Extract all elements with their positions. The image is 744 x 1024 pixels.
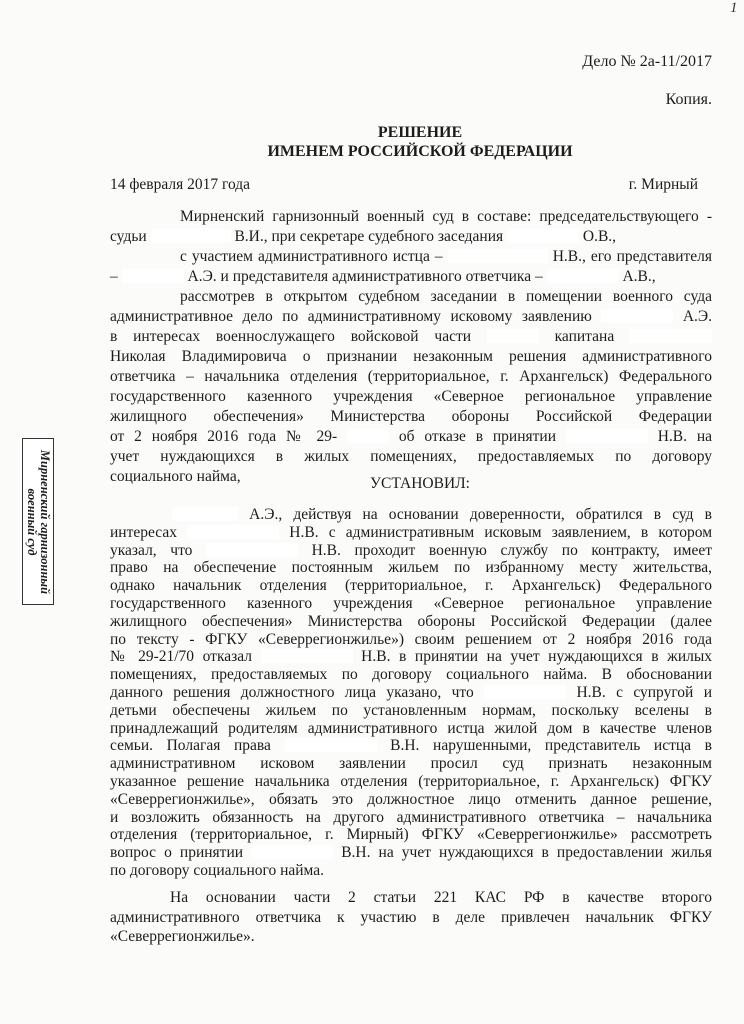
text-segment: детьми обеспечены жильем по установленным нормам, поскольку вселены в [110, 701, 712, 719]
text-line [110, 228, 712, 246]
text-segment: семьи. Полагая права [110, 737, 285, 755]
redacted-name [251, 845, 333, 859]
text-segment: ответчика – начальника отделения (территориальное, г. Архангельск) Федерального [110, 368, 712, 385]
text-segment: Н.В. с административным исковым заявлением, в котором [289, 523, 712, 541]
text-segment: Мирненский гарнизонный военный суд в составе: председательствующего - [180, 208, 712, 225]
text-segment: На основании части 2 статьи 221 КАС РФ в качестве второго [170, 889, 712, 906]
redacted-name [261, 649, 353, 663]
text-line [110, 773, 712, 791]
text-segment: право на обеспечение постоянным жильем по избранному месту жительства, [110, 559, 712, 577]
text-segment: А.В., [622, 268, 656, 285]
text-segment: государственного казенного учреждения «Северное региональное управление [110, 595, 712, 612]
text-segment: государственного казенного учреждения «Северное региональное управление [110, 388, 712, 405]
text-segment: об отказе в принятии [398, 428, 566, 445]
decision-date: 14 февраля 2017 года [110, 176, 251, 193]
text-segment: судьи [110, 228, 151, 245]
redacted-name [487, 329, 539, 343]
redacted-name [507, 229, 579, 243]
text-line [110, 448, 712, 466]
redacted-name [347, 429, 389, 443]
text-line [110, 348, 712, 366]
text-line [110, 737, 712, 755]
text-line [110, 791, 712, 809]
redacted-name [285, 738, 377, 752]
text-segment: жилищного обеспечения» Министерства обороны Российской Федерации (далее [110, 612, 712, 630]
text-segment: однако начальник отделения (территориальное, г. Архангельск) Федерального [110, 577, 712, 595]
text-segment: по договору социального найма. [110, 862, 325, 879]
redacted-name [601, 309, 673, 323]
text-line [170, 889, 712, 907]
text-line [110, 388, 712, 406]
stamp-line: Мирненский гарнизонный [38, 449, 52, 594]
text-line [110, 328, 712, 346]
text-line [180, 248, 712, 266]
text-segment: принадлежащий родителям административного истца жилой дом в качестве членов [110, 719, 712, 737]
text-segment: – [110, 268, 122, 285]
text-line [180, 288, 712, 306]
text-segment: А.Э. и представителя административного ответчика – [187, 268, 547, 285]
text-segment: А.Э., действуя на основании доверенности, обратился в суд в [249, 506, 712, 523]
text-segment: жилищного обеспечения» Министерства обороны Российской Федерации [110, 408, 712, 425]
text-line [110, 702, 712, 720]
redacted-name [206, 543, 298, 557]
text-line [172, 506, 712, 524]
text-line [110, 268, 712, 286]
redacted-name [630, 329, 712, 343]
text-segment: учет нуждающихся в жилых помещениях, предоставляемых по договору [110, 448, 712, 465]
text-segment: по тексту - ФГКУ «Северрегионжилье») своим решением от 2 ноября 2016 года [110, 630, 712, 648]
text-segment: административное дело по административному исковому заявлению [110, 308, 602, 325]
text-line [110, 308, 712, 326]
text-segment: О.В., [582, 228, 617, 245]
text-line [110, 542, 712, 560]
text-segment: рассмотрев в открытом судебном заседании в помещении военного суда [180, 288, 712, 305]
text-segment: № 29-21/70 отказал [110, 648, 261, 666]
text-segment: административного ответчика к участию в деле привлечен начальник ФГКУ [110, 908, 712, 926]
case-number: Дело № 2а-11/2017 [582, 53, 712, 70]
redacted-name [187, 525, 279, 539]
text-segment: капитана [554, 328, 630, 345]
text-segment: А.Э. [682, 308, 712, 325]
text-line [110, 826, 712, 844]
text-line [110, 408, 712, 426]
text-segment: в интересах военнослужащего войсковой части [110, 328, 487, 345]
text-segment: указанное решение начальника отделения (территориальное, г. Архангельск) ФГКУ [110, 773, 712, 790]
text-segment: и возложить обязанность на другого административного ответчика – начальника [110, 808, 712, 826]
text-segment: помещениях, предоставляемых по договору социального найма. В обосновании [110, 666, 712, 684]
text-line [110, 428, 712, 446]
text-line [110, 844, 712, 862]
text-segment: Н.В. проходит военную службу по контракту, имеет [311, 541, 712, 559]
text-segment: Н.В. в принятии на учет нуждающихся в жилых [361, 648, 712, 666]
text-line [110, 909, 712, 927]
text-line [110, 928, 712, 946]
text-line [110, 862, 712, 880]
document-title: РЕШЕНИЕ [377, 124, 463, 141]
text-segment: с участием административного истца – [180, 248, 448, 265]
text-segment: В.Н. нарушенными, представитель истца в [390, 737, 712, 755]
redacted-name [566, 429, 648, 443]
stamp-line: военный суд [25, 487, 39, 556]
text-line [180, 208, 712, 226]
redacted-name [448, 249, 548, 263]
text-segment: Николая Владимировича о признании незаконным решения административного [110, 348, 712, 365]
text-line [110, 577, 712, 595]
text-line [110, 524, 712, 542]
redacted-name [151, 229, 231, 243]
redacted-name [122, 269, 184, 283]
court-stamp [22, 438, 54, 605]
text-line [110, 720, 712, 738]
text-segment: «Северрегионжилье». [110, 928, 255, 945]
document-subtitle: ИМЕНЕМ РОССИЙСКОЙ ФЕДЕРАЦИИ [267, 143, 573, 160]
redacted-name [547, 269, 619, 283]
redacted-name [484, 685, 566, 699]
text-segment: Н.В., его представителя [552, 248, 712, 265]
text-line [110, 631, 712, 649]
text-line [110, 755, 712, 773]
section-heading: УСТАНОВИЛ: [370, 475, 470, 492]
text-segment: «Северрегионжилье», обязать это должностное лицо отменить данное решение, [110, 790, 712, 808]
text-segment: вопрос о принятии [110, 844, 252, 862]
text-segment: указал, что [110, 541, 206, 559]
text-line [110, 809, 712, 827]
text-segment: В.Н. на учет нуждающихся в предоставлении жилья [341, 844, 712, 862]
text-segment: интересах [110, 523, 188, 541]
redacted-name [172, 507, 238, 521]
text-line [110, 368, 712, 386]
text-segment: данного решения должностного лица указано, что [110, 684, 485, 701]
text-segment: Н.В. на [657, 428, 712, 445]
text-line [110, 613, 712, 631]
text-segment: административном исковом заявлении просил суд признать незаконным [110, 755, 712, 773]
text-line [110, 648, 712, 666]
text-line [110, 559, 712, 577]
text-line [110, 666, 712, 684]
text-line [110, 468, 712, 486]
text-segment: В.И., при секретаре судебного заседания [234, 228, 508, 245]
text-segment: социального найма, [110, 468, 241, 485]
text-segment: отделения (территориальное, г. Мирный) ФГКУ «Северрегионжилье» рассмотреть [110, 826, 712, 844]
text-line [110, 595, 712, 613]
text-line [110, 684, 712, 702]
text-segment: Н.В. с супругой и [576, 684, 712, 701]
copy-label: Копия. [665, 91, 712, 108]
text-segment: от 2 ноября 2016 года № 29- [110, 428, 338, 445]
handwritten-page-number: 1 [730, 0, 738, 16]
decision-city: г. Мирный [628, 176, 698, 193]
